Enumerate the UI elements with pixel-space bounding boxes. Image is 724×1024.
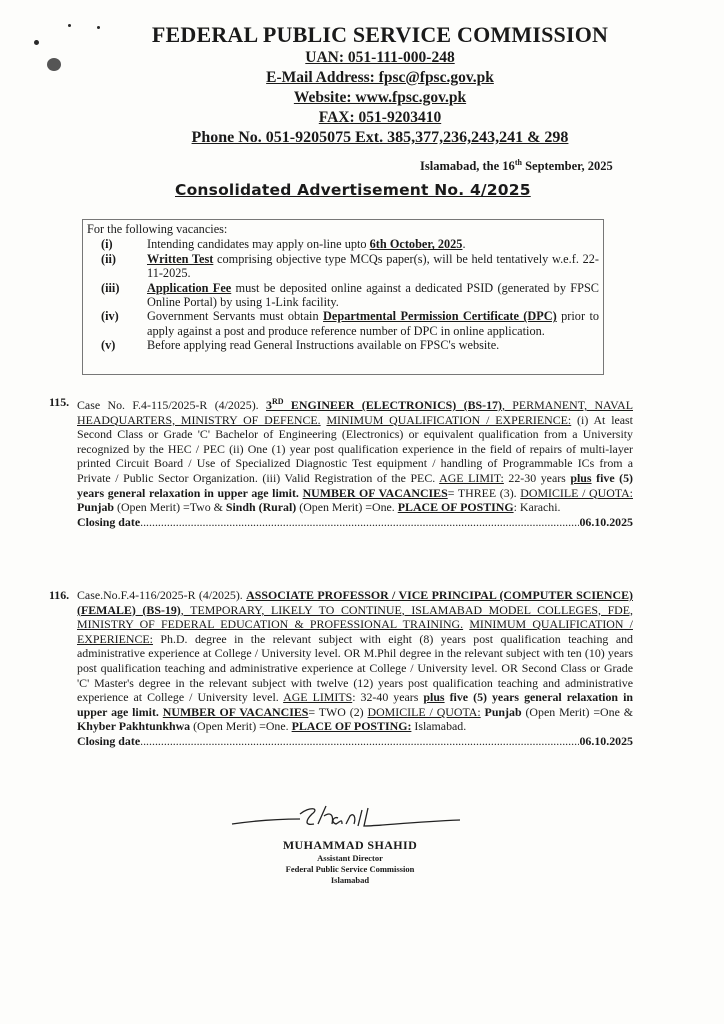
vacancies-count: = THREE (3). — [447, 485, 521, 500]
plus-word: plus — [423, 690, 445, 705]
quota-share: (Open Merit) =One. — [190, 719, 292, 734]
post-number: 115. — [49, 395, 70, 409]
item-text: prior to apply against a post and produce reference number of DPC in online application. — [147, 309, 600, 338]
posting-label: PLACE OF POSTING: — [291, 719, 412, 734]
posting-place: Islamabad. — [411, 719, 467, 734]
speck-mark — [34, 40, 39, 45]
phone-number: Phone No. 051-9205075 Ext. 385,377,236,243,241 & 298 — [191, 129, 569, 146]
fax-number: FAX: 051-9203410 — [318, 109, 442, 126]
speck-mark — [68, 24, 71, 27]
instruction-item — [87, 281, 599, 310]
post-title: ASSOCIATE PROFESSOR / VICE PRINCIPAL (COMPUTER SCIENCE) (FEMALE) (BS-19) — [77, 588, 633, 617]
item-highlight: Application Fee — [147, 280, 232, 295]
instructions-intro: For the following vacancies: — [87, 222, 228, 236]
age-limit: 22-30 years — [503, 470, 571, 485]
date-sup: th — [514, 158, 522, 167]
item-number: (ii) — [101, 251, 117, 266]
issue-date — [420, 158, 613, 174]
item-text: Government Servants must obtain — [147, 309, 324, 324]
uan-number: UAN: 051-111-000-248 — [305, 49, 455, 66]
apply-deadline: 6th October, 2025 — [369, 237, 463, 252]
quota-share: (Open Merit) =Two & — [114, 500, 226, 515]
speck-mark — [97, 26, 100, 29]
quota-share: (Open Merit) =One. — [296, 500, 398, 515]
item-highlight: Written Test — [147, 251, 214, 266]
closing-date-row — [77, 734, 633, 749]
instruction-item — [87, 252, 599, 281]
closing-date-label: Closing date — [77, 733, 141, 748]
item-text: . — [462, 237, 466, 252]
plus-word: plus — [570, 470, 592, 485]
signature-icon — [230, 800, 470, 836]
age-relaxation: five (5) years general relaxation in upper age limit. — [77, 470, 634, 500]
signatory-name: MUHAMMAD SHAHID — [282, 838, 418, 852]
letterhead — [130, 22, 630, 148]
post-department: , PERMANENT, NAVAL HEADQUARTERS, MINISTRY OF DEFENCE. — [77, 397, 633, 427]
case-number: Case.No.F.4-116/2025-R (4/2025). — [77, 588, 247, 602]
post-department: , TEMPORARY, LIKELY TO CONTINUE, ISLAMABAD MODEL COLLEGES, FDE, MINISTRY OF FEDERAL EDUCATION & PROFESSIONAL TRAINING. — [77, 602, 634, 632]
qualification-label: MINIMUM QUALIFICATION / EXPERIENCE: — [77, 617, 633, 646]
posting-place: : Karachi. — [513, 500, 561, 515]
quota-region: Khyber Pakhtunkhwa — [77, 719, 191, 734]
date-suffix: September, 2025 — [521, 159, 613, 174]
item-number: (i) — [101, 237, 113, 252]
quota-region: Punjab — [77, 500, 115, 515]
closing-date-label: Closing date — [77, 514, 141, 529]
age-relaxation: five (5) years general relaxation in upper age limit. — [77, 690, 633, 719]
instruction-item — [87, 237, 599, 251]
post-number: 116. — [49, 588, 70, 602]
signatory-designation: Assistant Director — [317, 853, 383, 863]
quota-label: DOMICILE / QUOTA: — [520, 485, 633, 500]
qualification-label: MINIMUM QUALIFICATION / EXPERIENCE: — [326, 412, 572, 427]
signature-block — [230, 800, 470, 886]
quota-region: Punjab — [480, 704, 522, 719]
signatory-organization: Federal Public Service Commission — [285, 864, 415, 874]
instruction-item — [87, 309, 599, 338]
item-text: Before applying read General Instructions available on FPSC's website. — [147, 338, 500, 353]
organization-name: FEDERAL PUBLIC SERVICE COMMISSION — [151, 22, 609, 47]
punch-hole-mark — [47, 58, 61, 71]
qualification-text: (i) At least Second Class or Grade 'C' Bachelor of Engineering (Electronics) or equivalent qualification from a University recognized by the HEC / PEC (ii) One (1) year post qualification experience in the field of repairs of multi-layer printed Circuit Board / Use of Specialized Diagnostic Test equipment / handling of Programmable ICs from a Private / Public Sector Organization. (iii) Valid Registration of the PEC. — [77, 412, 633, 485]
closing-date: 06.10.2025 — [579, 733, 633, 748]
post-entry-116 — [49, 588, 633, 749]
item-number: (v) — [101, 338, 116, 353]
vacancies-label: NUMBER OF VACANCIES — [302, 485, 448, 500]
posting-label: PLACE OF POSTING — [397, 500, 514, 515]
item-text: must be deposited online against a dedicated PSID (generated by FPSC Online Portal) by using 1-Link facility. — [147, 280, 600, 310]
quota-label: DOMICILE / QUOTA: — [367, 704, 481, 719]
item-text: comprising objective type MCQs paper(s), will be held tentatively w.e.f. 22-11-2025. — [147, 251, 599, 281]
signatory-city: Islamabad — [330, 875, 370, 885]
post-title: 3RD ENGINEER (ELECTRONICS) (BS-17) — [266, 397, 502, 412]
closing-date: 06.10.2025 — [579, 514, 633, 529]
website-address: Website: www.fpsc.gov.pk — [293, 89, 467, 106]
age-limit-label: AGE LIMITS — [283, 690, 353, 705]
post-entry-115 — [49, 395, 633, 529]
date-prefix: Islamabad, the 16 — [420, 159, 515, 174]
instructions-box — [82, 219, 604, 375]
age-limit: : 32-40 years — [352, 690, 424, 705]
email-address: E-Mail Address: fpsc@fpsc.gov.pk — [266, 69, 494, 86]
vacancies-count: = TWO (2) — [308, 704, 368, 719]
item-highlight: Departmental Permission Certificate (DPC) — [323, 309, 557, 324]
quota-share: (Open Merit) =One & — [521, 704, 633, 719]
vacancies-label: NUMBER OF VACANCIES — [162, 704, 309, 719]
item-text: Intending candidates may apply on-line upto — [147, 237, 370, 252]
instruction-item — [87, 338, 599, 352]
case-number: Case No. F.4-115/2025-R (4/2025). — [77, 397, 267, 412]
item-number: (iii) — [101, 280, 120, 295]
closing-date-row — [77, 515, 633, 530]
advertisement-title: Consolidated Advertisement No. 4/2025 — [175, 181, 531, 199]
quota-region: Sindh (Rural) — [225, 500, 297, 515]
age-limit-label: AGE LIMIT: — [439, 470, 504, 485]
item-number: (iv) — [101, 309, 119, 324]
qualification-text: Ph.D. degree in the relevant subject with eight (8) years post qualification teaching and administrative experience at College / University level. OR M.Phil degree in the relevant subject with ten (10) years post qualification teaching and administrative experience at College / University level. OR Second Class or Grade 'C' Master's degree in the relevant subject with twelve (12) years post qualification teaching and administrative experience at College / University level. — [77, 631, 633, 705]
